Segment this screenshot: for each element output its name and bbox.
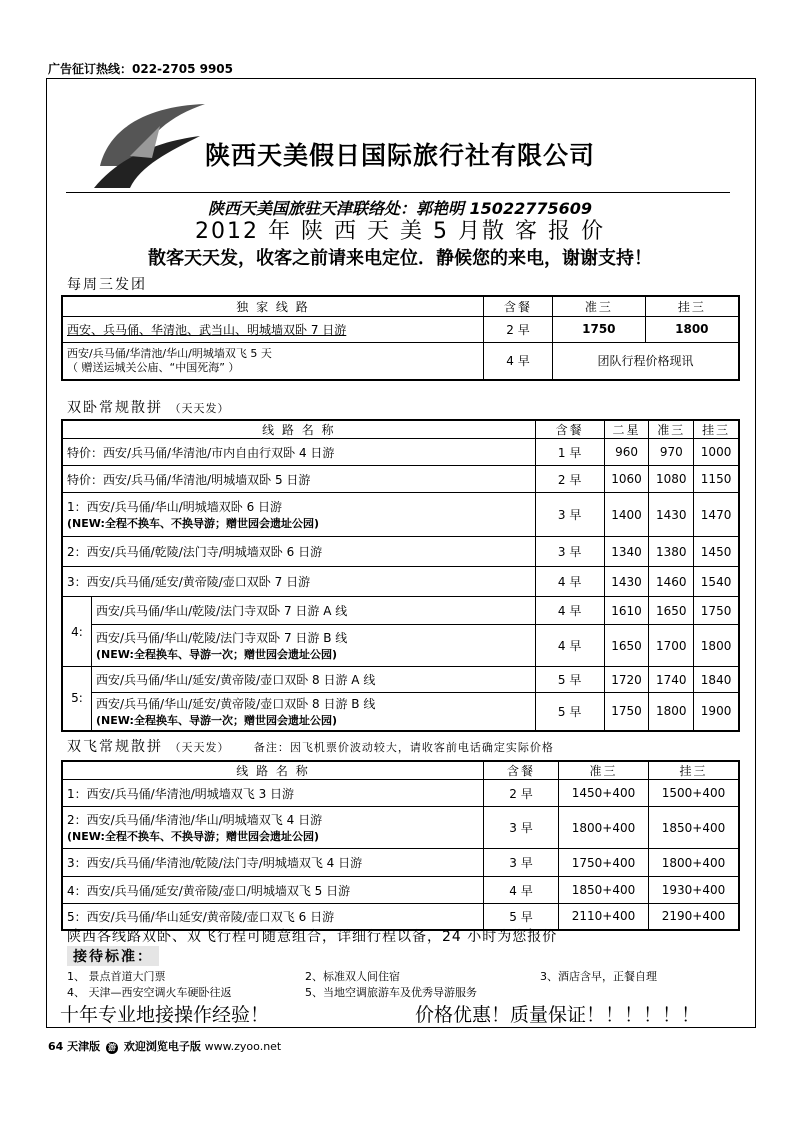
route-note: (NEW:全程换车、导游一次；赠世园会遗址公园)	[96, 713, 337, 727]
price: 1720	[604, 667, 649, 693]
price: 1850+400	[559, 877, 649, 904]
meals: 2 早	[484, 780, 559, 807]
route-name: 1：西安/兵马俑/华山/明城墙双卧 6 日游	[67, 500, 283, 514]
route-name: 3：西安/兵马俑/延安/黄帝陵/壶口双卧 7 日游	[62, 567, 535, 597]
sleeper-tag: （天天发）	[169, 402, 230, 415]
flight-tag: （天天发）	[169, 741, 230, 754]
price: 1850+400	[648, 807, 739, 849]
meals: 4 早	[484, 877, 559, 904]
table-row	[62, 693, 739, 731]
price: 960	[604, 439, 649, 466]
table-row	[62, 537, 739, 567]
meals: 2 早	[535, 466, 604, 493]
meals: 3 早	[535, 493, 604, 537]
route-name: 西安、兵马俑、华清池、武当山、明城墙双卧 7 日游	[62, 316, 484, 342]
price: 1610	[604, 597, 649, 625]
price: 1000	[694, 439, 739, 466]
price: 1450	[694, 537, 739, 567]
price: 1900	[694, 693, 739, 731]
meals: 1 早	[535, 439, 604, 466]
divider	[66, 192, 730, 193]
price: 1380	[649, 537, 694, 567]
table-row	[62, 493, 739, 537]
price: 1450+400	[559, 780, 649, 807]
standard-item: 5、当地空调旅游车及优秀导游服务	[305, 986, 477, 999]
meals: 4 早	[535, 625, 604, 667]
page-footer	[48, 1038, 281, 1054]
price: 1470	[694, 493, 739, 537]
meals: 3 早	[484, 849, 559, 877]
table-row	[62, 849, 739, 877]
weekly-header-p2: 挂三	[645, 296, 739, 316]
route-name: 西安/兵马俑/华山/延安/黄帝陵/壶口双卧 8 日游 A 线	[92, 667, 536, 693]
price: 1460	[649, 567, 694, 597]
sleeper-table	[61, 419, 740, 732]
route-name: 特价：西安/兵马俑/华清池/市内自由行双卧 4 日游	[62, 439, 535, 466]
price: 1750	[694, 597, 739, 625]
table-row	[62, 342, 739, 380]
route-gift: （ 赠送运城关公庙、“中国死海” ）	[67, 360, 240, 374]
price: 1700	[649, 625, 694, 667]
sleeper-header-p1: 二星	[604, 420, 649, 439]
table-row	[62, 567, 739, 597]
group-label: 4:	[62, 597, 92, 667]
site-badge-icon: 游	[107, 1043, 116, 1052]
price: 1930+400	[648, 877, 739, 904]
price: 1740	[649, 667, 694, 693]
price: 1500+400	[648, 780, 739, 807]
price: 1800	[694, 625, 739, 667]
table-row	[62, 316, 739, 342]
standards-title: 接待标准：	[67, 946, 159, 966]
weekly-header-route: 独 家 线 路	[62, 296, 484, 316]
meals: 5 早	[535, 667, 604, 693]
price: 1430	[604, 567, 649, 597]
quality-slogan: 价格优惠！质量保证！！！！！！	[415, 1004, 701, 1026]
page-number: 64 天津版	[48, 1040, 101, 1053]
flight-header-route: 线 路 名 称	[62, 761, 484, 780]
price: 1840	[694, 667, 739, 693]
price: 1430	[649, 493, 694, 537]
meals: 2 早	[484, 316, 553, 342]
flight-header-meals: 含餐	[484, 761, 559, 780]
flight-title-text: 双飞常规散拼	[67, 739, 163, 755]
price: 1800	[645, 316, 739, 342]
sleeper-header-p3: 挂三	[694, 420, 739, 439]
company-name: 陕西天美假日国际旅行社有限公司	[205, 141, 596, 170]
price: 1800+400	[648, 849, 739, 877]
table-row	[62, 466, 739, 493]
table-row	[62, 667, 739, 693]
price: 1150	[694, 466, 739, 493]
meals: 5 早	[484, 904, 559, 930]
sleeper-header-meals: 含餐	[535, 420, 604, 439]
slogan: 散客天天发，收客之前请来电定位．静候您的来电，谢谢支持！	[148, 248, 652, 269]
company-logo-icon	[90, 96, 210, 192]
route-name: 西安/兵马俑/华山/延安/黄帝陵/壶口双卧 8 日游 B 线	[96, 696, 376, 711]
footer-text: 欢迎浏览电子版	[123, 1040, 201, 1053]
route-name: 2：西安/兵马俑/华清池/华山/明城墙双飞 4 日游	[67, 813, 323, 827]
route-name: 西安/兵马俑/华山/乾陵/法门寺双卧 7 日游 A 线	[92, 597, 536, 625]
experience-slogan: 十年专业地接操作经验！	[60, 1004, 270, 1026]
meals: 5 早	[535, 693, 604, 731]
flight-title	[67, 736, 554, 756]
route-name: 1：西安/兵马俑/华清池/明城墙双飞 3 日游	[62, 780, 484, 807]
route-name: 3：西安/兵马俑/华清池/乾陵/法门寺/明城墙双飞 4 日游	[62, 849, 484, 877]
price: 1400	[604, 493, 649, 537]
weekly-header-p1: 准三	[553, 296, 646, 316]
price-heading: 2012 年 陕 西 天 美 5 月散 客 报 价	[195, 219, 605, 244]
price: 1540	[694, 567, 739, 597]
price: 1340	[604, 537, 649, 567]
route-name: 2：西安/兵马俑/乾陵/法门寺/明城墙双卧 6 日游	[62, 537, 535, 567]
route-name: 4：西安/兵马俑/延安/黄帝陵/壶口/明城墙双飞 5 日游	[62, 877, 484, 904]
price: 1800	[649, 693, 694, 731]
hotline-text: 广告征订热线：022-2705 9905	[48, 62, 234, 76]
route-note: (NEW:全程换车、导游一次；赠世园会遗址公园)	[96, 648, 337, 661]
route-note: (NEW:全程不换车、不换导游；赠世园会遗址公园)	[67, 517, 319, 530]
weekly-header-meals: 含餐	[484, 296, 553, 316]
price: 1650	[649, 597, 694, 625]
contact-line: 陕西天美国旅驻天津联络处：郭艳明 15022775609	[207, 199, 593, 218]
price: 1800+400	[559, 807, 649, 849]
route-name: 5：西安/兵马俑/华山延安/黄帝陵/壶口双飞 6 日游	[62, 904, 484, 930]
table-row	[62, 597, 739, 625]
route-name: 西安/兵马俑/华山/乾陵/法门寺双卧 7 日游 B 线	[96, 631, 348, 645]
table-row	[62, 625, 739, 667]
price: 1080	[649, 466, 694, 493]
route-note: (NEW:全程不换车、不换导游；赠世园会遗址公园)	[67, 830, 319, 843]
sleeper-header-p2: 准三	[649, 420, 694, 439]
weekly-title: 每周三发团	[67, 277, 147, 293]
flight-header-p1: 准三	[559, 761, 649, 780]
standard-item: 4、 天津—西安空调火车硬卧往返	[67, 986, 232, 999]
combine-note: 陕西各线路双卧、双飞行程可随意组合，详细行程以备，24 小时为您报价	[67, 929, 558, 945]
weekly-table	[61, 295, 740, 381]
standard-item: 3、酒店含早，正餐自理	[540, 970, 657, 983]
sleeper-header-route: 线 路 名 称	[62, 420, 535, 439]
price-note: 团队行程价格现讯	[553, 342, 740, 380]
table-row	[62, 439, 739, 466]
meals: 3 早	[484, 807, 559, 849]
flight-note: 备注：因飞机票价波动较大，请收客前电话确定实际价格	[253, 741, 554, 754]
table-row	[62, 807, 739, 849]
meals: 4 早	[535, 567, 604, 597]
price: 1750	[553, 316, 646, 342]
meals: 4 早	[484, 342, 553, 380]
price: 1750+400	[559, 849, 649, 877]
route-name: 特价：西安/兵马俑/华清池/明城墙双卧 5 日游	[62, 466, 535, 493]
price: 970	[649, 439, 694, 466]
meals: 4 早	[535, 597, 604, 625]
table-row	[62, 877, 739, 904]
price: 2110+400	[559, 904, 649, 930]
sleeper-title	[67, 397, 229, 417]
price: 1060	[604, 466, 649, 493]
table-row	[62, 780, 739, 807]
standard-item: 1、 景点首道大门票	[67, 970, 166, 983]
route-name: 西安/兵马俑/华清池/华山/明城墙双飞 5 天	[67, 346, 272, 360]
sleeper-title-text: 双卧常规散拼	[67, 400, 163, 416]
flight-table	[61, 760, 740, 931]
price: 1650	[604, 625, 649, 667]
footer-url[interactable]: www.zyoo.net	[204, 1040, 282, 1053]
price: 2190+400	[648, 904, 739, 930]
meals: 3 早	[535, 537, 604, 567]
group-label: 5:	[62, 667, 92, 731]
flight-header-p2: 挂三	[648, 761, 739, 780]
standard-item: 2、标准双人间住宿	[305, 970, 400, 983]
price: 1750	[604, 693, 649, 731]
